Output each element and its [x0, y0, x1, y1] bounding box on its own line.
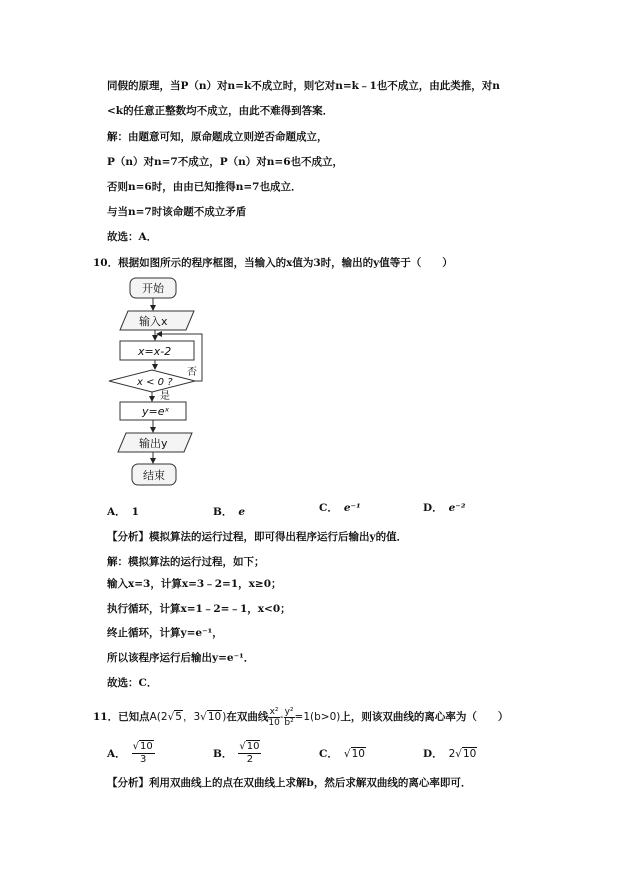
q10-solution-3: 执行循环，计算x=1﹣2=﹣1，x<0； [107, 603, 291, 615]
q10-solution-5: 所以该程序运行后输出y=e⁻¹． [107, 652, 255, 664]
text-line-6: 与当n=7时该命题不成立矛盾 [107, 206, 247, 218]
q10-solution-4: 终止循环，计算y=e⁻¹， [107, 627, 223, 639]
q11-choice-c[interactable]: C． √10 [319, 748, 365, 760]
flow-cond-text: x < 0 ? [137, 377, 173, 388]
q11-choice-a[interactable]: A． $\frac{√10}{3}$ [107, 741, 153, 765]
q11-analysis: 【分析】利用双曲线上的点在双曲线上求解b，然后求解双曲线的离心率即可． [107, 777, 472, 789]
q10-solution-1: 解：模拟算法的运行过程，如下； [107, 556, 265, 568]
q10-solution-2: 输入x=3，计算x=3﹣2=1，x≥0； [107, 578, 282, 590]
q11-frac-y: $\frac{\text{y²}}{\text{b²}}$ [284, 706, 294, 728]
q10-answer: 故选：C． [107, 677, 158, 689]
flow-compute-text: y=eˣ [142, 405, 170, 418]
text-line-2: <k的任意正整数均不成立，由此不难得到答案． [107, 105, 334, 117]
flow-output-text: 输出y [139, 437, 168, 450]
q10-choice-c[interactable]: C． e⁻¹ [319, 502, 361, 514]
q10-choice-d[interactable]: D． e⁻² [423, 502, 466, 514]
flow-no-label: 否 [187, 367, 197, 378]
text-line-7: 故选：A． [107, 231, 158, 243]
flow-input-text: 输入x [139, 315, 168, 328]
flow-yes-label: 是 [160, 391, 170, 402]
q10-stem: 10．根据如图所示的程序框图，当输入的x值为3时，输出的y值等于（ ） [93, 257, 453, 269]
q10-analysis: 【分析】模拟算法的运行过程，即可得出程序运行后输出y的值． [107, 531, 408, 543]
flow-start-text: 开始 [142, 282, 164, 295]
text-line-3: 解：由题意可知，原命题成立则逆否命题成立， [107, 131, 328, 143]
q10-choice-a[interactable]: A． 1 [107, 506, 139, 518]
q11-stem: 11．已知点A(2√5，3√10)在双曲线 $\frac{\text{x²}}{10}$ - $\frac{\text{y²}}{\text{b²}}$ =1(b>0)上，则该双曲线的离心率为（ ） [93, 706, 509, 728]
text-line-1: 同假的原理，当P（n）对n=k不成立时，则它对n=k﹣1也不成立，由此类推，对n [107, 80, 500, 92]
q11-choice-b[interactable]: B． $\frac{√10}{2}$ [213, 741, 260, 765]
text-line-5: 否则n=6时，由由已知推得n=7也成立． [107, 181, 302, 193]
text-line-4: P（n）对n=7不成立，P（n）对n=6也不成立， [107, 156, 344, 168]
q11-choice-d[interactable]: D． 2√10 [423, 748, 477, 760]
q11-frac-x: $\frac{\text{x²}}{10}$ [268, 706, 280, 728]
flow-end-text: 结束 [143, 469, 165, 482]
flow-assign-text: x=x-2 [138, 345, 172, 358]
q10-choice-b[interactable]: B． e [213, 506, 246, 518]
